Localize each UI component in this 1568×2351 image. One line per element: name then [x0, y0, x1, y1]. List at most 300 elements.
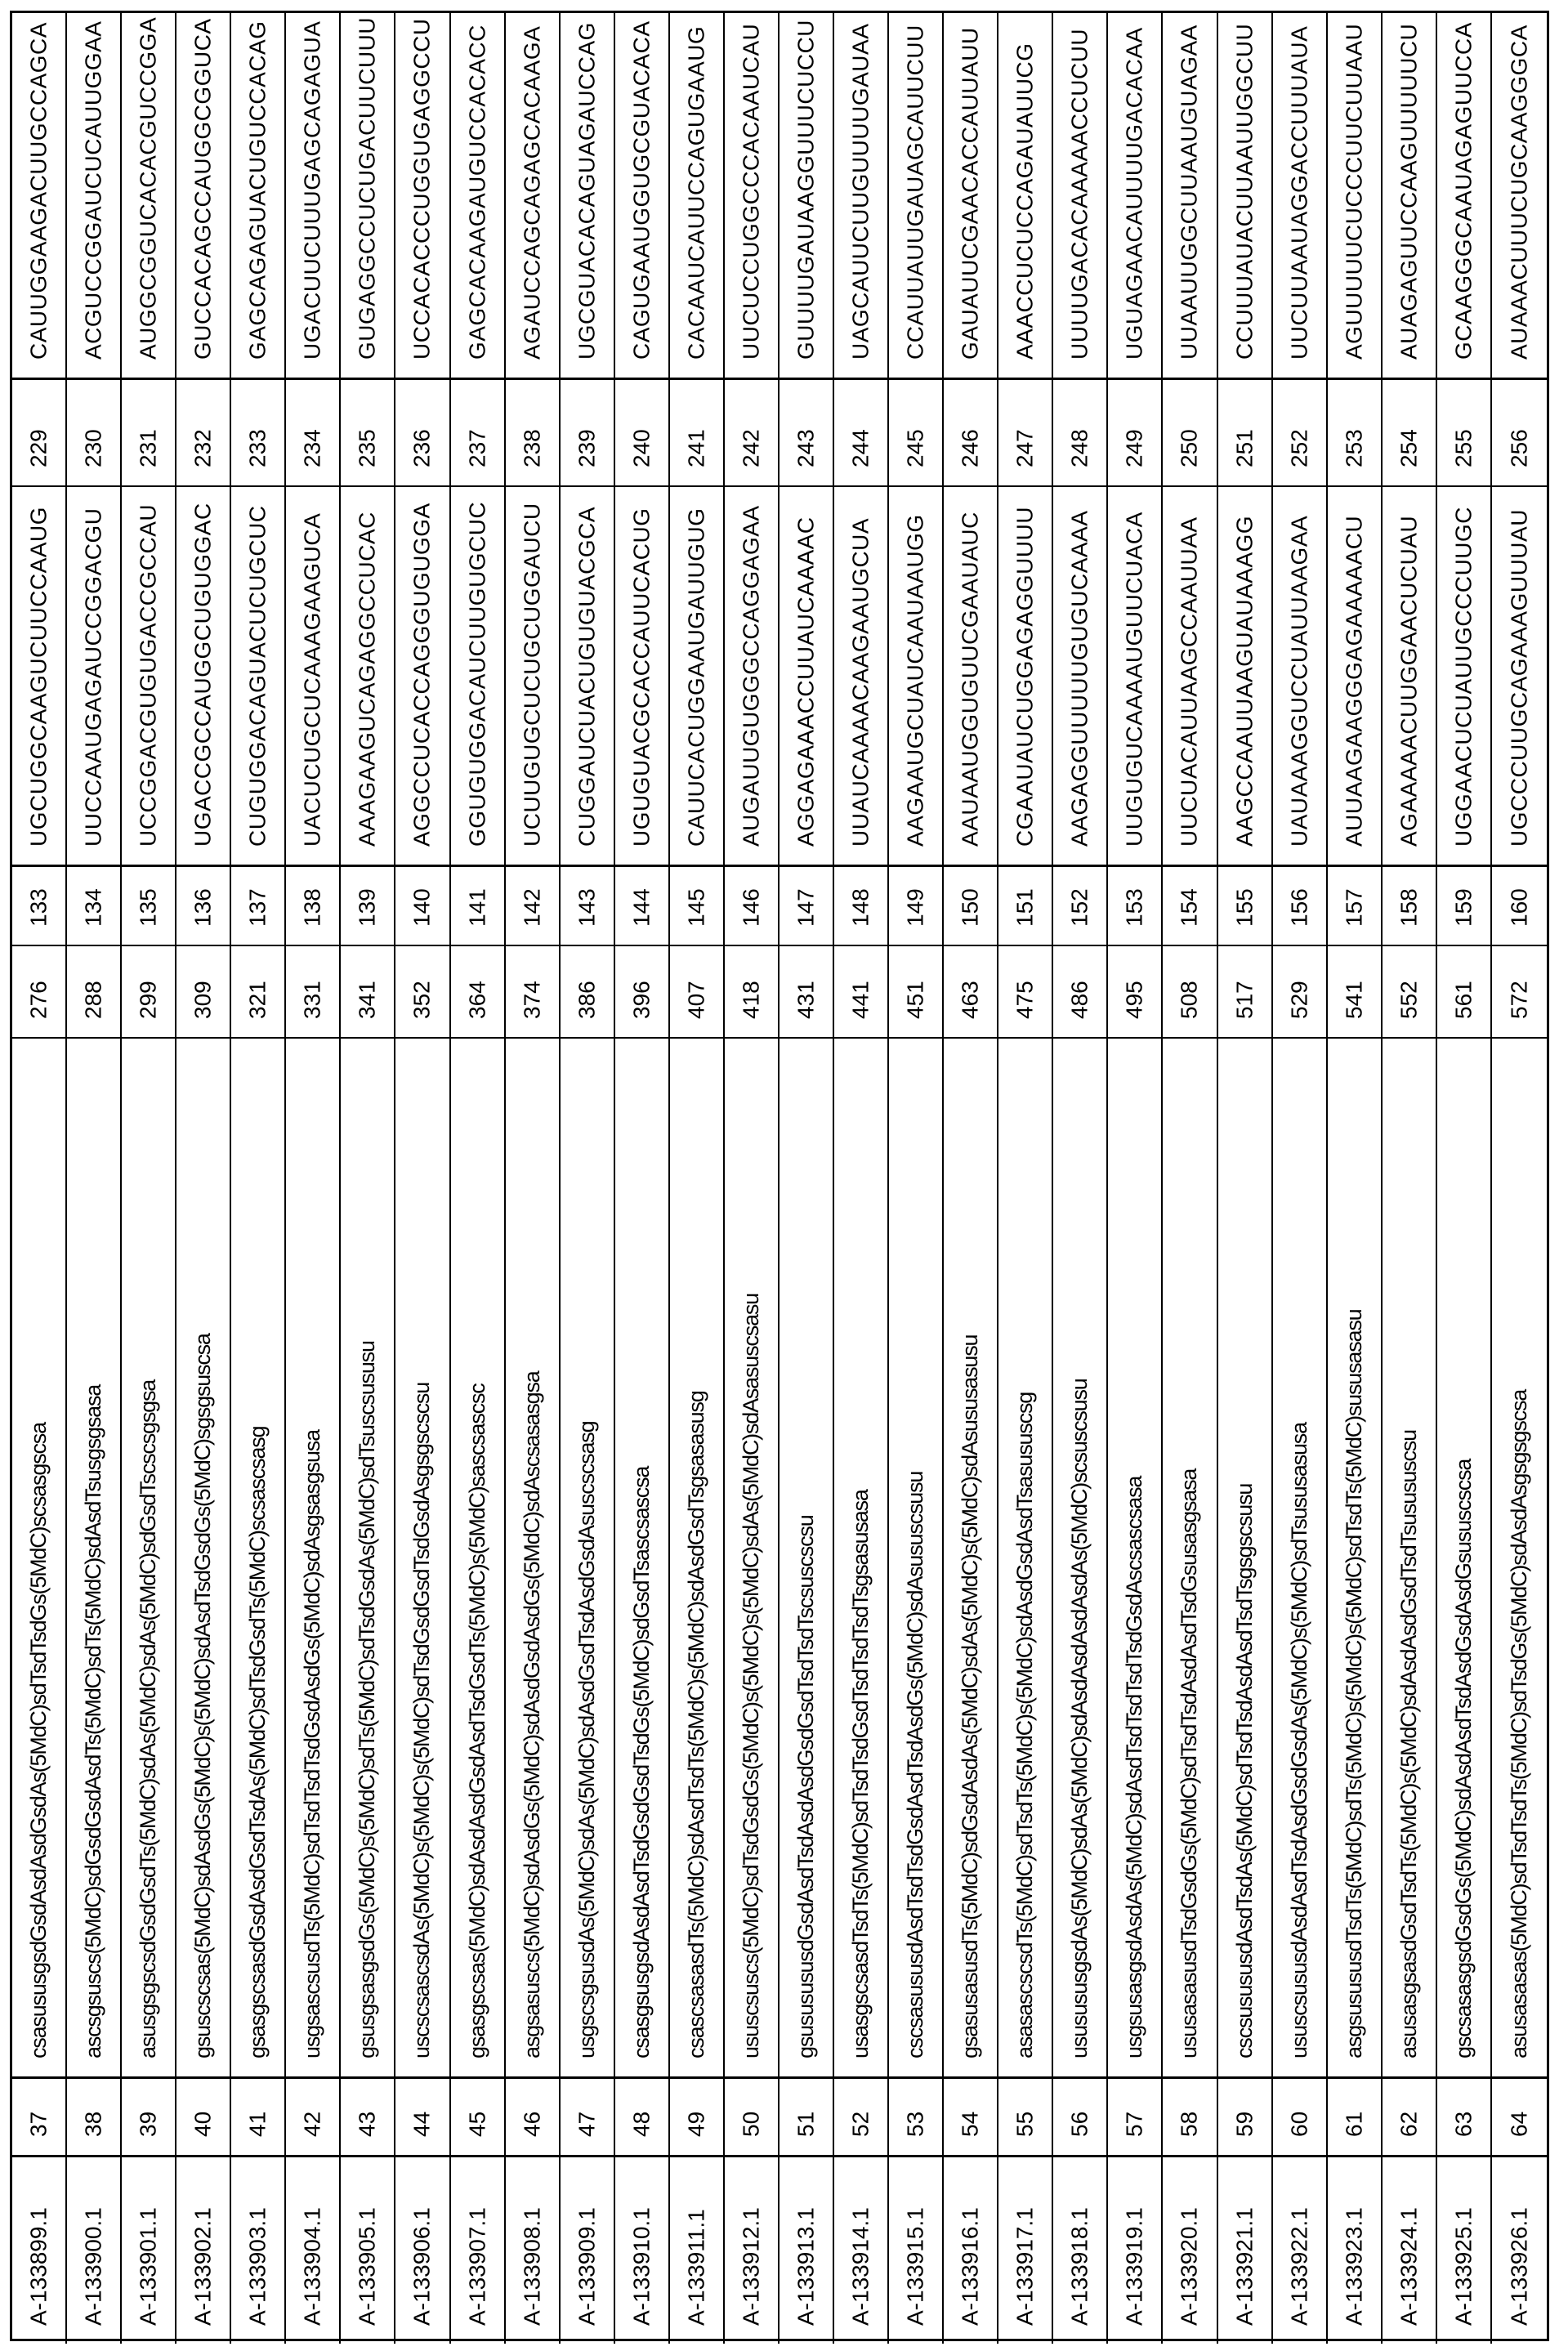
sense-sequence-cell [451, 487, 506, 867]
position-text: 407 [670, 946, 723, 1037]
sense-sequence-cell [998, 487, 1053, 867]
modified-seq-id-cell [944, 2079, 998, 2157]
sense-sequence-text: AAGAAUGCUAUCAAUAAUGG [889, 487, 942, 865]
modified-sequence-text: asusasgsasdGsdTsdTs(5MdC)s(5MdC)sdAsdAsdGsdTsdTsusususcsu [1383, 1039, 1436, 2076]
antisense-sequence-text: UCCACACCCUGGUGAGGCCU [395, 13, 449, 378]
position-cell [1218, 946, 1273, 1039]
modified-sequence-text: ususcsususdAsdAsdTsdAsdGsdGsdAs(5MdC)s(5MdC)sdTsususasusa [1273, 1039, 1326, 2076]
modified-sequence-cell [615, 1039, 670, 2079]
duplex-id-cell [67, 2157, 122, 2344]
sense-seq-id-cell [1218, 867, 1273, 946]
sense-seq-id-cell [1108, 867, 1163, 946]
sense-seq-id-text: 137 [231, 867, 284, 945]
sense-sequence-text: AGGAGAAACCUUAUCAAAAC [780, 487, 833, 865]
antisense-seq-id-cell [615, 380, 670, 487]
modified-seq-id-text: 60 [1273, 2079, 1326, 2155]
sense-sequence-cell [286, 487, 341, 867]
antisense-sequence-text: GAGCAGAGUACUGUCCACAG [231, 13, 284, 378]
sense-seq-id-text: 139 [341, 867, 394, 945]
antisense-seq-id-cell [12, 380, 67, 487]
antisense-sequence-cell [561, 13, 615, 380]
antisense-seq-id-text: 233 [231, 380, 284, 485]
antisense-seq-id-cell [1328, 380, 1383, 487]
modified-sequence-text: csasususgsdGsdAsdAsdGsdAs(5MdC)sdTsdTsdGs(5MdC)scsasgscsa [12, 1039, 65, 2076]
modified-seq-id-cell [12, 2079, 67, 2157]
modified-seq-id-text: 41 [231, 2079, 284, 2155]
modified-sequence-text: cscsasususdAsdTsdTsdGsdAsdTsdAsdGs(5MdC)sdAsususcsusu [889, 1039, 942, 2076]
antisense-seq-id-cell [506, 380, 561, 487]
antisense-seq-id-text: 231 [122, 380, 175, 485]
modified-sequence-cell [1492, 1039, 1547, 2079]
duplex-id-text: A-133904.1 [286, 2157, 339, 2344]
position-text: 299 [122, 946, 175, 1037]
sense-sequence-cell [12, 487, 67, 867]
modified-sequence-text: usgscsgsusdAs(5MdC)sdAs(5MdC)sdAsdGsdTsdAsdGsdAsuscscsasg [561, 1039, 614, 2076]
sense-seq-id-cell [231, 867, 286, 946]
modified-sequence-cell [1383, 1039, 1437, 2079]
antisense-sequence-cell [1053, 13, 1108, 380]
duplex-id-text: A-133907.1 [451, 2157, 504, 2344]
modified-seq-id-cell [67, 2079, 122, 2157]
antisense-sequence-text: UAGCAUUCUUGUUUUGAUAA [834, 13, 887, 378]
position-text: 552 [1383, 946, 1436, 1037]
sense-seq-id-cell [1492, 867, 1547, 946]
modified-seq-id-cell [341, 2079, 395, 2157]
sense-seq-id-text: 133 [12, 867, 65, 945]
position-text: 431 [780, 946, 833, 1037]
duplex-id-text: A-133918.1 [1053, 2157, 1106, 2344]
antisense-seq-id-cell [561, 380, 615, 487]
sense-sequence-text: UGCCCUUGCAGAAAGUUUAU [1492, 487, 1547, 865]
sense-seq-id-text: 159 [1437, 867, 1490, 945]
position-text: 321 [231, 946, 284, 1037]
antisense-sequence-text: AGAUCCAGCAGAGCACAAGA [506, 13, 559, 378]
sense-seq-id-text: 151 [998, 867, 1052, 945]
duplex-id-text: A-133913.1 [780, 2157, 833, 2344]
antisense-seq-id-cell [1218, 380, 1273, 487]
modified-seq-id-text: 54 [944, 2079, 997, 2155]
modified-seq-id-text: 64 [1492, 2079, 1547, 2155]
antisense-sequence-cell [122, 13, 176, 380]
duplex-id-text: A-133903.1 [231, 2157, 284, 2344]
rotated-sequence-table [10, 11, 1549, 2341]
position-cell [1163, 946, 1217, 1039]
position-cell [834, 946, 889, 1039]
duplex-id-cell [1383, 2157, 1437, 2344]
antisense-seq-id-cell [1437, 380, 1492, 487]
antisense-seq-id-cell [67, 380, 122, 487]
sense-sequence-text: AUGAUUGUGGGCCAGGAGAA [725, 487, 778, 865]
duplex-id-text: A-133926.1 [1492, 2157, 1547, 2344]
duplex-id-cell [341, 2157, 395, 2344]
antisense-sequence-text: AUAGAGUUCCAAGUUUUUCU [1383, 13, 1436, 378]
modified-seq-id-text: 61 [1328, 2079, 1381, 2155]
duplex-id-cell [1437, 2157, 1492, 2344]
modified-sequence-cell [1108, 1039, 1163, 2079]
sense-seq-id-cell [998, 867, 1053, 946]
antisense-sequence-text: GAGCACAAGAUGUCCACACC [451, 13, 504, 378]
sense-sequence-text: UGCUGGCAAGUCUUCCAAUG [12, 487, 65, 865]
sense-seq-id-cell [451, 867, 506, 946]
sense-sequence-cell [1328, 487, 1383, 867]
modified-seq-id-cell [122, 2079, 176, 2157]
sense-sequence-cell [341, 487, 395, 867]
duplex-id-cell [506, 2157, 561, 2344]
position-cell [67, 946, 122, 1039]
sense-seq-id-text: 152 [1053, 867, 1106, 945]
sense-seq-id-cell [122, 867, 176, 946]
modified-seq-id-text: 42 [286, 2079, 339, 2155]
position-text: 441 [834, 946, 887, 1037]
duplex-id-text: A-133911.1 [670, 2157, 723, 2344]
modified-sequence-text: csascsasasdTs(5MdC)sdAsdTsdTs(5MdC)s(5MdC)sdAsdGsdTsgsasasusg [670, 1039, 723, 2076]
position-cell [725, 946, 780, 1039]
modified-seq-id-cell [1383, 2079, 1437, 2157]
antisense-seq-id-text: 256 [1492, 380, 1547, 485]
modified-sequence-text: asgsusususdTsdTs(5MdC)sdTs(5MdC)s(5MdC)s(5MdC)sdTsdTs(5MdC)sususasasu [1328, 1039, 1381, 2076]
antisense-seq-id-cell [889, 380, 944, 487]
sense-sequence-cell [1218, 487, 1273, 867]
antisense-sequence-text: CCUUUAUACUUAAUUGGCUU [1218, 13, 1271, 378]
modified-seq-id-cell [1053, 2079, 1108, 2157]
sense-seq-id-text: 144 [615, 867, 668, 945]
duplex-id-cell [122, 2157, 176, 2344]
antisense-seq-id-text: 238 [506, 380, 559, 485]
antisense-seq-id-cell [231, 380, 286, 487]
modified-seq-id-cell [1328, 2079, 1383, 2157]
modified-seq-id-text: 51 [780, 2079, 833, 2155]
antisense-sequence-cell [506, 13, 561, 380]
modified-seq-id-text: 45 [451, 2079, 504, 2155]
antisense-sequence-cell [67, 13, 122, 380]
antisense-sequence-text: AAACCUCUCCAGAUAUUCG [998, 13, 1052, 378]
modified-sequence-cell [286, 1039, 341, 2079]
modified-seq-id-cell [451, 2079, 506, 2157]
position-cell [561, 946, 615, 1039]
sense-sequence-cell [231, 487, 286, 867]
duplex-id-cell [176, 2157, 231, 2344]
sense-sequence-cell [395, 487, 450, 867]
antisense-seq-id-cell [1053, 380, 1108, 487]
antisense-seq-id-text: 247 [998, 380, 1052, 485]
modified-sequence-text: gsususususdGsdAsdTsdAsdAsdGsdGsdTsdTsdTscsuscscsu [780, 1039, 833, 2076]
sense-seq-id-text: 143 [561, 867, 614, 945]
antisense-sequence-text: CAGUGAAUGGUGCGUACACA [615, 13, 668, 378]
antisense-sequence-cell [1163, 13, 1217, 380]
antisense-sequence-cell [231, 13, 286, 380]
sense-seq-id-text: 157 [1328, 867, 1381, 945]
sense-sequence-cell [889, 487, 944, 867]
sense-sequence-text: UAUAAAGGUCCUAUUAAGAA [1273, 487, 1326, 865]
modified-sequence-cell [231, 1039, 286, 2079]
modified-seq-id-cell [1273, 2079, 1328, 2157]
antisense-seq-id-text: 253 [1328, 380, 1381, 485]
position-cell [1492, 946, 1547, 1039]
sense-seq-id-text: 154 [1163, 867, 1216, 945]
modified-seq-id-text: 56 [1053, 2079, 1106, 2155]
modified-sequence-cell [506, 1039, 561, 2079]
sense-sequence-text: AUUAAGAAGGGAGAAAAACU [1328, 487, 1381, 865]
antisense-sequence-cell [395, 13, 450, 380]
position-text: 529 [1273, 946, 1326, 1037]
position-text: 561 [1437, 946, 1490, 1037]
antisense-sequence-text: ACGUCCGGAUCUCAUUGGAA [67, 13, 120, 378]
sense-seq-id-cell [1437, 867, 1492, 946]
modified-sequence-cell [834, 1039, 889, 2079]
position-text: 495 [1108, 946, 1161, 1037]
antisense-seq-id-cell [395, 380, 450, 487]
antisense-seq-id-cell [341, 380, 395, 487]
modified-seq-id-text: 62 [1383, 2079, 1436, 2155]
antisense-seq-id-text: 240 [615, 380, 668, 485]
modified-seq-id-cell [1492, 2079, 1547, 2157]
antisense-seq-id-cell [451, 380, 506, 487]
antisense-sequence-text: AUGGCGGUCACACGUCCGGA [122, 13, 175, 378]
duplex-id-cell [834, 2157, 889, 2344]
duplex-id-text: A-133920.1 [1163, 2157, 1216, 2344]
antisense-seq-id-text: 242 [725, 380, 778, 485]
position-cell [1273, 946, 1328, 1039]
position-text: 331 [286, 946, 339, 1037]
position-text: 276 [12, 946, 65, 1037]
sense-sequence-text: UUCCAAUGAGAUCCGGACGU [67, 487, 120, 865]
antisense-sequence-cell [615, 13, 670, 380]
modified-sequence-cell [122, 1039, 176, 2079]
duplex-id-cell [12, 2157, 67, 2344]
modified-seq-id-cell [176, 2079, 231, 2157]
position-text: 475 [998, 946, 1052, 1037]
antisense-sequence-cell [998, 13, 1053, 380]
duplex-id-text: A-133922.1 [1273, 2157, 1326, 2344]
duplex-id-text: A-133908.1 [506, 2157, 559, 2344]
modified-seq-id-cell [834, 2079, 889, 2157]
sense-sequence-cell [506, 487, 561, 867]
duplex-id-text: A-133921.1 [1218, 2157, 1271, 2344]
modified-seq-id-text: 52 [834, 2079, 887, 2155]
position-cell [998, 946, 1053, 1039]
duplex-id-text: A-133910.1 [615, 2157, 668, 2344]
modified-sequence-cell [12, 1039, 67, 2079]
sense-sequence-text: UACUCUGCUCAAAGAAGUCA [286, 487, 339, 865]
antisense-sequence-cell [725, 13, 780, 380]
sense-sequence-cell [944, 487, 998, 867]
modified-seq-id-text: 39 [122, 2079, 175, 2155]
modified-sequence-text: gsasgscsasdGsdAsdGsdTsdAs(5MdC)sdTsdGsdTs(5MdC)scsascsasg [231, 1039, 284, 2076]
modified-seq-id-cell [1437, 2079, 1492, 2157]
modified-sequence-text: asusasasas(5MdC)sdTsdTsdTs(5MdC)sdTsdGs(5MdC)sdAsdAsgsgsgscsa [1492, 1039, 1547, 2076]
antisense-seq-id-text: 255 [1437, 380, 1490, 485]
sense-seq-id-cell [889, 867, 944, 946]
sense-sequence-text: UCUUGUGCUCUGCUGGAUCU [506, 487, 559, 865]
sense-sequence-cell [1163, 487, 1217, 867]
duplex-id-text: A-133909.1 [561, 2157, 614, 2344]
position-text: 309 [176, 946, 230, 1037]
modified-sequence-cell [1437, 1039, 1492, 2079]
duplex-id-text: A-133912.1 [725, 2157, 778, 2344]
antisense-sequence-cell [1492, 13, 1547, 380]
modified-seq-id-cell [506, 2079, 561, 2157]
modified-sequence-text: gsasusasusdTs(5MdC)sdGsdAsdAs(5MdC)sdAs(5MdC)s(5MdC)sdAsususasusu [944, 1039, 997, 2076]
sense-sequence-text: UGGAACUCUAUUGCCCUUGC [1437, 487, 1490, 865]
modified-seq-id-cell [998, 2079, 1053, 2157]
antisense-sequence-cell [176, 13, 231, 380]
sense-seq-id-text: 136 [176, 867, 230, 945]
modified-sequence-cell [725, 1039, 780, 2079]
position-text: 508 [1163, 946, 1216, 1037]
modified-sequence-cell [395, 1039, 450, 2079]
duplex-id-cell [1163, 2157, 1217, 2344]
duplex-id-text: A-133923.1 [1328, 2157, 1381, 2344]
modified-sequence-cell [176, 1039, 231, 2079]
sense-seq-id-cell [176, 867, 231, 946]
modified-seq-id-cell [395, 2079, 450, 2157]
sense-seq-id-cell [944, 867, 998, 946]
antisense-sequence-cell [341, 13, 395, 380]
sense-seq-id-text: 148 [834, 867, 887, 945]
modified-seq-id-text: 38 [67, 2079, 120, 2155]
modified-sequence-text: gsasgscsas(5MdC)sdAsdAsdGsdAsdTsdGsdTs(5MdC)s(5MdC)sascsascsc [451, 1039, 504, 2076]
modified-seq-id-text: 49 [670, 2079, 723, 2155]
sense-sequence-text: UGUGUACGCACCAUUCACUG [615, 487, 668, 865]
duplex-id-text: A-133925.1 [1437, 2157, 1490, 2344]
sense-sequence-cell [561, 487, 615, 867]
sense-sequence-cell [780, 487, 834, 867]
antisense-seq-id-text: 246 [944, 380, 997, 485]
sense-seq-id-text: 142 [506, 867, 559, 945]
position-cell [1328, 946, 1383, 1039]
duplex-id-cell [286, 2157, 341, 2344]
antisense-seq-id-text: 249 [1108, 380, 1161, 485]
antisense-sequence-text: GUGAGGCCUCUGACUUCUUU [341, 13, 394, 378]
sense-sequence-cell [1108, 487, 1163, 867]
antisense-sequence-text: UGCGUACACAGUAGAUCCAG [561, 13, 614, 378]
antisense-sequence-cell [1108, 13, 1163, 380]
modified-sequence-cell [998, 1039, 1053, 2079]
antisense-seq-id-cell [122, 380, 176, 487]
modified-sequence-cell [1328, 1039, 1383, 2079]
sense-sequence-cell [1492, 487, 1547, 867]
position-text: 374 [506, 946, 559, 1037]
antisense-seq-id-text: 245 [889, 380, 942, 485]
duplex-id-cell [670, 2157, 725, 2344]
antisense-seq-id-cell [1108, 380, 1163, 487]
modified-sequence-text: ususasasusdTsdGsdGs(5MdC)sdTsdTsdAsdAsdTsdGsusasgsasa [1163, 1039, 1216, 2076]
modified-seq-id-text: 46 [506, 2079, 559, 2155]
modified-seq-id-cell [286, 2079, 341, 2157]
position-cell [122, 946, 176, 1039]
sense-sequence-text: CAUUCACUGGAAUGAUUGUG [670, 487, 723, 865]
modified-sequence-cell [1163, 1039, 1217, 2079]
antisense-sequence-cell [780, 13, 834, 380]
antisense-seq-id-text: 232 [176, 380, 230, 485]
sense-seq-id-text: 145 [670, 867, 723, 945]
antisense-sequence-cell [1273, 13, 1328, 380]
duplex-id-cell [451, 2157, 506, 2344]
modified-sequence-text: asgsasuscs(5MdC)sdAsdGs(5MdC)sdAsdGsdAsdGs(5MdC)sdAscsasasgsa [506, 1039, 559, 2076]
antisense-sequence-text: CACAAUCAUUCCAGUGAAUG [670, 13, 723, 378]
position-cell [231, 946, 286, 1039]
sense-seq-id-text: 138 [286, 867, 339, 945]
antisense-seq-id-text: 252 [1273, 380, 1326, 485]
sense-sequence-text: AAAGAAGUCAGAGGCCUCAC [341, 487, 394, 865]
sense-seq-id-cell [1383, 867, 1437, 946]
antisense-sequence-text: UUCUUAAUAGGACCUUUAUA [1273, 13, 1326, 378]
position-cell [780, 946, 834, 1039]
sense-sequence-cell [834, 487, 889, 867]
modified-seq-id-cell [670, 2079, 725, 2157]
antisense-sequence-cell [1383, 13, 1437, 380]
duplex-id-cell [725, 2157, 780, 2344]
antisense-seq-id-cell [834, 380, 889, 487]
antisense-seq-id-cell [1163, 380, 1217, 487]
modified-sequence-cell [1218, 1039, 1273, 2079]
sense-seq-id-cell [561, 867, 615, 946]
antisense-sequence-cell [451, 13, 506, 380]
modified-sequence-cell [889, 1039, 944, 2079]
antisense-sequence-cell [1218, 13, 1273, 380]
antisense-seq-id-text: 239 [561, 380, 614, 485]
sense-sequence-cell [1273, 487, 1328, 867]
modified-sequence-text: usasgscsasdTsdTs(5MdC)sdTsdTsdGsdTsdTsdTsdTsgsasusasa [834, 1039, 887, 2076]
sense-sequence-text: UGACCGCCAUGGCUGUGGAC [176, 487, 230, 865]
antisense-seq-id-text: 243 [780, 380, 833, 485]
position-cell [670, 946, 725, 1039]
antisense-sequence-cell [1328, 13, 1383, 380]
antisense-seq-id-text: 254 [1383, 380, 1436, 485]
sense-seq-id-cell [1053, 867, 1108, 946]
antisense-seq-id-text: 235 [341, 380, 394, 485]
modified-sequence-cell [67, 1039, 122, 2079]
duplex-id-text: A-133914.1 [834, 2157, 887, 2344]
position-text: 451 [889, 946, 942, 1037]
sense-seq-id-cell [1328, 867, 1383, 946]
modified-seq-id-text: 43 [341, 2079, 394, 2155]
sense-seq-id-cell [341, 867, 395, 946]
modified-seq-id-cell [725, 2079, 780, 2157]
duplex-id-cell [1218, 2157, 1273, 2344]
position-cell [1108, 946, 1163, 1039]
sense-sequence-text: UCCGGACGUGUGACCGCCAU [122, 487, 175, 865]
antisense-sequence-cell [834, 13, 889, 380]
modified-seq-id-text: 40 [176, 2079, 230, 2155]
sense-sequence-text: UUCUACAUUAAGCCAAUUAA [1163, 487, 1216, 865]
antisense-sequence-text: CCAUUAUUGAUAGCAUUCUU [889, 13, 942, 378]
sense-sequence-cell [176, 487, 231, 867]
antisense-seq-id-cell [944, 380, 998, 487]
sense-sequence-cell [67, 487, 122, 867]
modified-sequence-text: gsuscscsas(5MdC)sdAsdGs(5MdC)s(5MdC)sdAsdTsdGsdGs(5MdC)sgsgsuscsa [176, 1039, 230, 2076]
position-cell [944, 946, 998, 1039]
modified-sequence-cell [1273, 1039, 1328, 2079]
antisense-sequence-cell [889, 13, 944, 380]
modified-sequence-cell [670, 1039, 725, 2079]
duplex-id-cell [1273, 2157, 1328, 2344]
position-text: 341 [341, 946, 394, 1037]
position-cell [615, 946, 670, 1039]
antisense-sequence-text: GAUAUUCGAACACCAUUAUU [944, 13, 997, 378]
modified-seq-id-cell [1163, 2079, 1217, 2157]
sense-sequence-cell [725, 487, 780, 867]
modified-sequence-cell [1053, 1039, 1108, 2079]
position-cell [451, 946, 506, 1039]
modified-seq-id-cell [561, 2079, 615, 2157]
position-cell [341, 946, 395, 1039]
modified-seq-id-text: 50 [725, 2079, 778, 2155]
sense-seq-id-cell [1163, 867, 1217, 946]
modified-sequence-text: usgsusasgsdAsdAs(5MdC)sdAsdTsdTsdTsdTsdGsdAscsascsasa [1108, 1039, 1161, 2076]
modified-seq-id-text: 57 [1108, 2079, 1161, 2155]
modified-seq-id-cell [615, 2079, 670, 2157]
